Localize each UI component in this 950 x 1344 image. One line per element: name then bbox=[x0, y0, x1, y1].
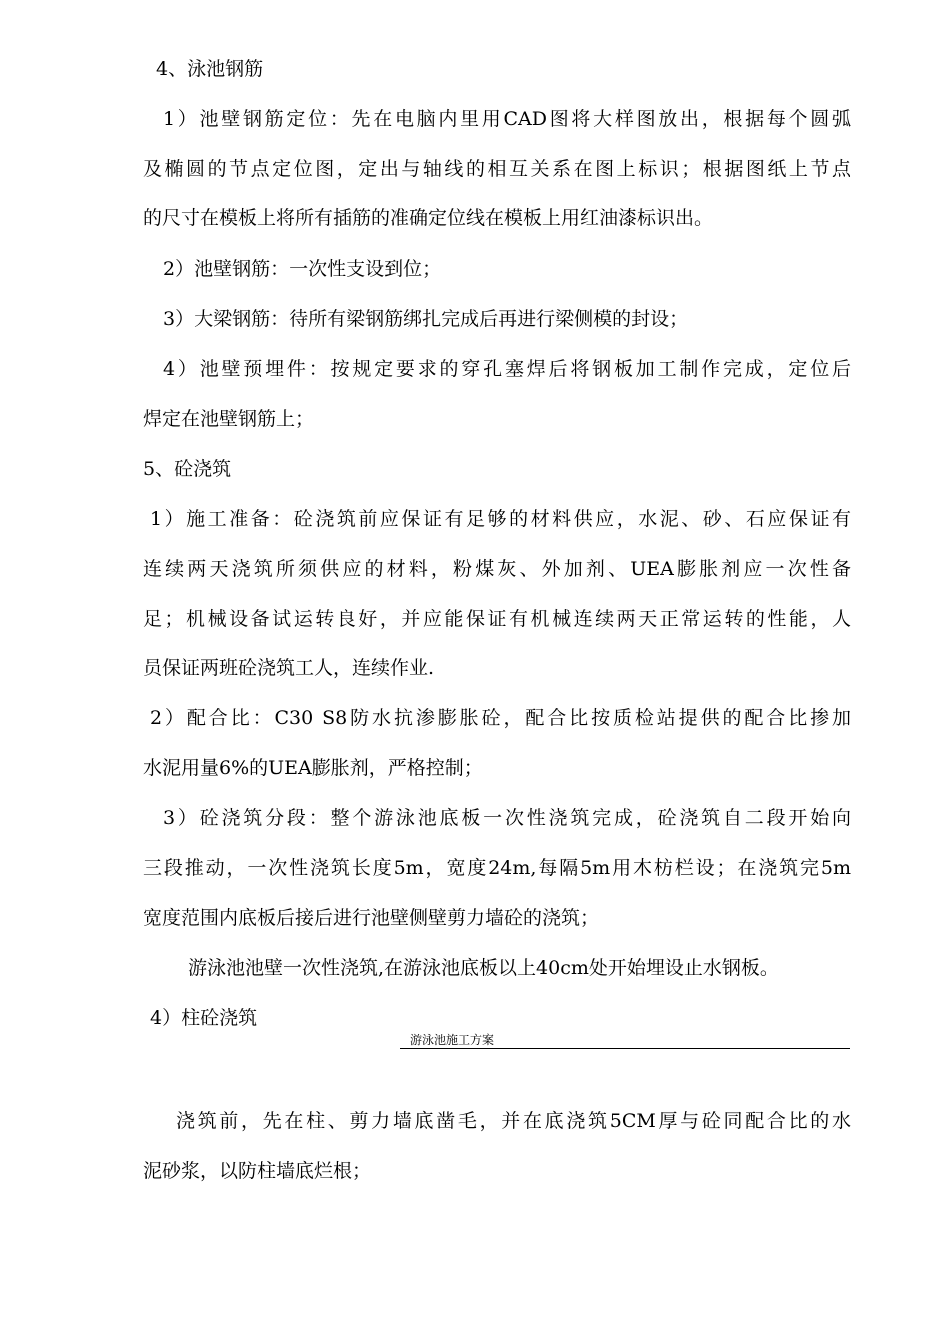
paragraph-line: 3）砼浇筑分段：整个游泳池底板一次性浇筑完成，砼浇筑自二段开始向 bbox=[163, 807, 851, 829]
paragraph-line: 2）池壁钢筋：一次性支设到位； bbox=[163, 258, 442, 280]
section-heading-concrete: 5、砼浇筑 bbox=[143, 458, 232, 480]
paragraph-line: 3）大梁钢筋：待所有梁钢筋绑扎完成后再进行梁侧模的封设； bbox=[163, 308, 689, 330]
paragraph-line: 员保证两班砼浇筑工人，连续作业. bbox=[143, 657, 435, 679]
paragraph-line: 1）池壁钢筋定位：先在电脑内里用CAD图将大样图放出，根据每个圆弧 bbox=[163, 108, 851, 130]
paragraph-line: 4）池壁预埋件：按规定要求的穿孔塞焊后将钢板加工制作完成，定位后 bbox=[163, 358, 851, 380]
section-heading-rebar: 4、泳池钢筋 bbox=[156, 58, 264, 80]
footer-title: 游泳池施工方案 bbox=[410, 1033, 495, 1047]
paragraph-line: 焊定在池壁钢筋上； bbox=[143, 408, 315, 430]
paragraph-line: 游泳池池壁一次性浇筑,在游泳池底板以上40cm处开始埋设止水钢板。 bbox=[188, 957, 779, 979]
paragraph-line: 足；机械设备试运转良好，并应能保证有机械连续两天正常运转的性能，人 bbox=[143, 608, 851, 630]
paragraph-line: 浇筑前，先在柱、剪力墙底凿毛，并在底浇筑5CM厚与砼同配合比的水 bbox=[176, 1110, 851, 1132]
paragraph-line: 及椭圆的节点定位图，定出与轴线的相互关系在图上标识；根据图纸上节点 bbox=[143, 158, 851, 180]
paragraph-line: 连续两天浇筑所须供应的材料，粉煤灰、外加剂、UEA膨胀剂应一次性备 bbox=[143, 558, 851, 580]
paragraph-line: 泥砂浆，以防柱墙底烂根； bbox=[143, 1160, 372, 1182]
paragraph-line: 2）配合比：C30 S8防水抗渗膨胀砼，配合比按质检站提供的配合比掺加 bbox=[150, 707, 851, 729]
paragraph-line: 三段推动，一次性浇筑长度5m，宽度24m,每隔5m用木枋栏设；在浇筑完5m bbox=[143, 857, 851, 879]
paragraph-line: 宽度范围内底板后接后进行池壁侧壁剪力墙砼的浇筑； bbox=[143, 907, 600, 929]
paragraph-line: 1）施工准备：砼浇筑前应保证有足够的材料供应，水泥、砂、石应保证有 bbox=[150, 508, 851, 530]
footer-rule bbox=[400, 1048, 850, 1049]
paragraph-line: 水泥用量6%的UEA膨胀剂，严格控制； bbox=[143, 757, 483, 779]
paragraph-line: 4）柱砼浇筑 bbox=[150, 1007, 258, 1029]
paragraph-line: 的尺寸在模板上将所有插筋的准确定位线在模板上用红油漆标识出。 bbox=[143, 207, 714, 229]
